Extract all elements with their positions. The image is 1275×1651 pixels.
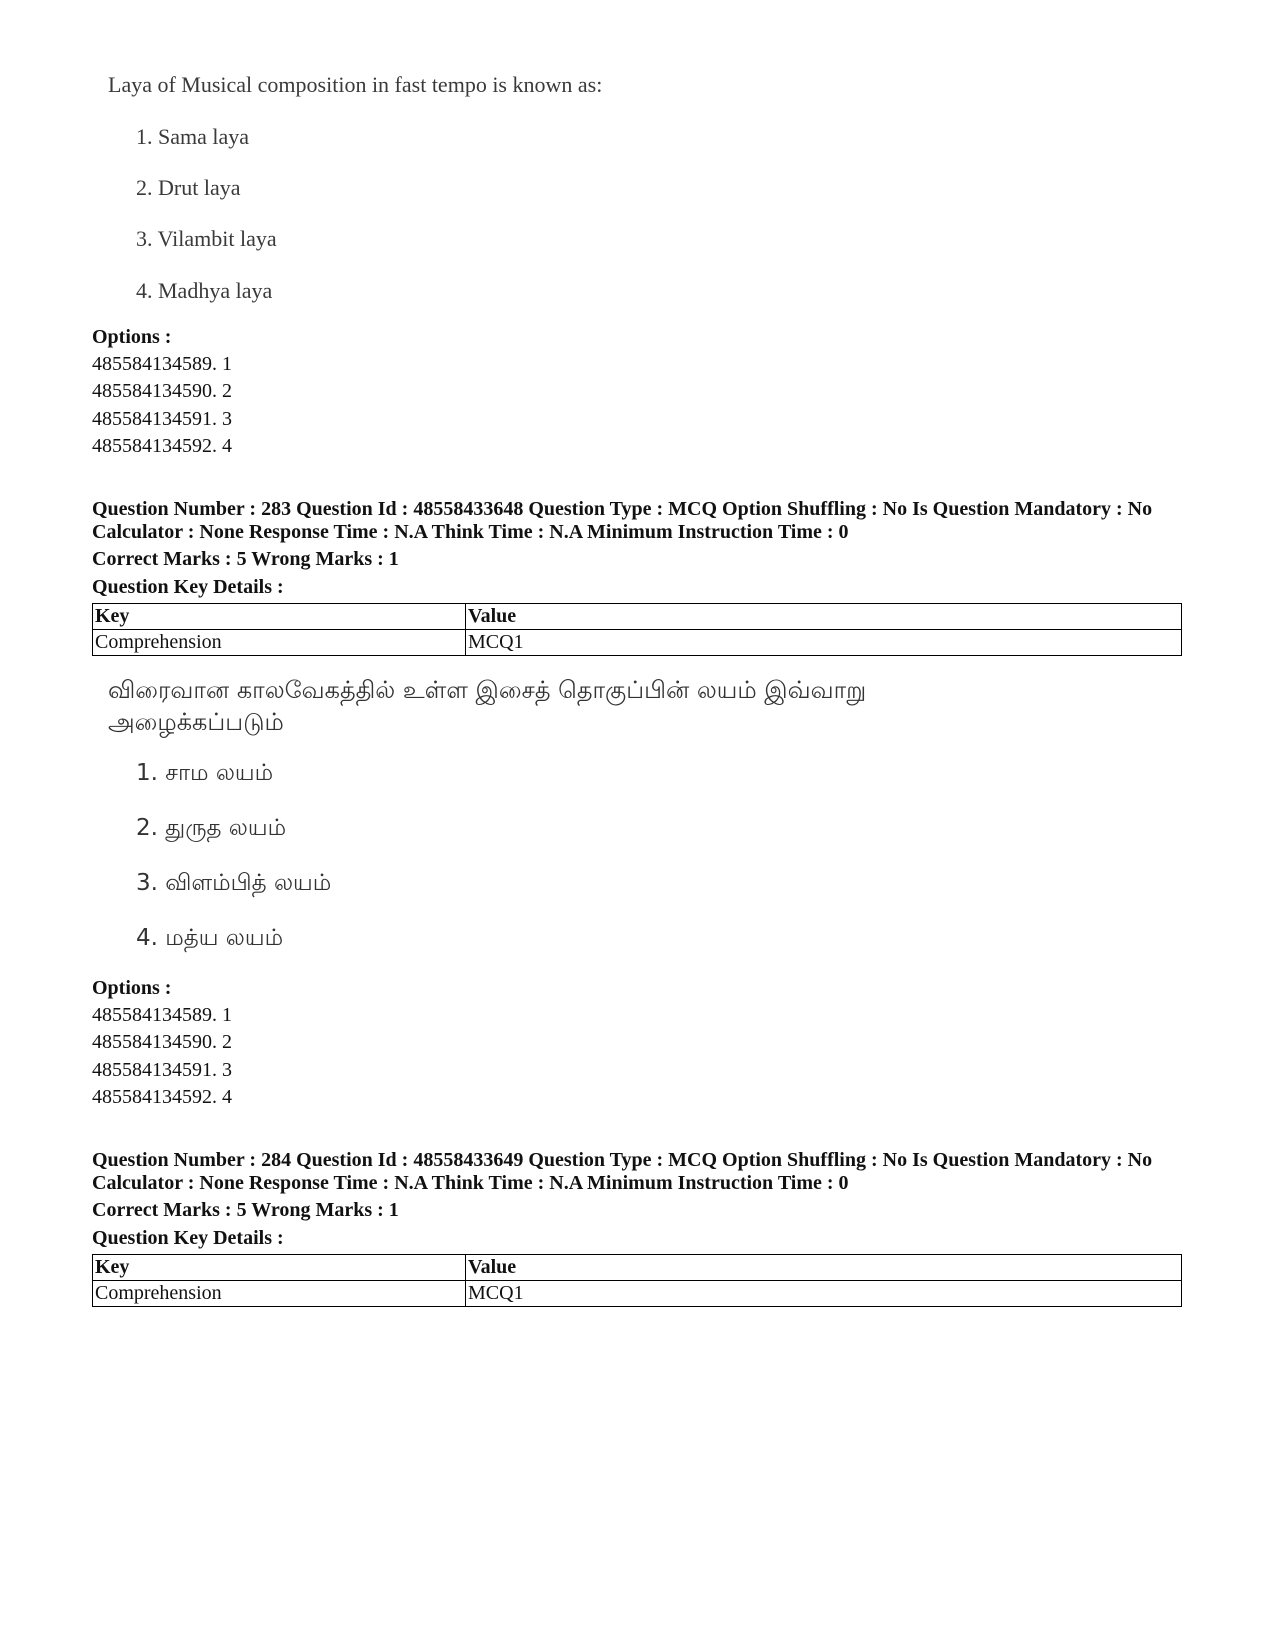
option-id-line: 485584134591. 3 bbox=[92, 408, 232, 430]
key-table bbox=[92, 603, 1182, 656]
question-choice: 3. விளம்பித் லயம் bbox=[136, 870, 332, 896]
question-choice: 1. சாம லயம் bbox=[136, 760, 274, 786]
question-meta: Question Number : 284 Question Id : 48558433649 Question Type : MCQ Option Shuffling : No Is Question Mandatory : No Calculator : None Response Time : N.A Think Time : N.A Minimum Instruction Time : 0 bbox=[92, 1149, 1153, 1194]
key-table-header-row bbox=[93, 604, 1182, 630]
question-stem: விரைவான காலவேகத்தில் உள்ள இசைத் தொகுப்பின் லயம் இவ்வாறு அழைக்கப்படும் bbox=[108, 676, 867, 736]
key-table bbox=[92, 1254, 1182, 1307]
value-cell: MCQ1 bbox=[466, 630, 1182, 656]
key-header: Key bbox=[93, 604, 466, 630]
question-choice: 4. மத்ய லயம் bbox=[136, 925, 284, 951]
question-choice: 4. Madhya laya bbox=[136, 278, 273, 303]
question-marks: Correct Marks : 5 Wrong Marks : 1 bbox=[92, 548, 399, 570]
key-details-label: Question Key Details : bbox=[92, 576, 284, 598]
option-id-line: 485584134589. 1 bbox=[92, 1004, 232, 1026]
value-header: Value bbox=[466, 604, 1182, 630]
option-id-line: 485584134591. 3 bbox=[92, 1059, 232, 1081]
value-header: Value bbox=[466, 1255, 1182, 1281]
question-meta: Question Number : 283 Question Id : 48558433648 Question Type : MCQ Option Shuffling : No Is Question Mandatory : No Calculator : None Response Time : N.A Think Time : N.A Minimum Instruction Time : 0 bbox=[92, 498, 1153, 543]
question-choice: 3. Vilambit laya bbox=[136, 226, 277, 251]
key-table-row bbox=[93, 630, 1182, 656]
question-choice: 1. Sama laya bbox=[136, 124, 250, 149]
option-id-line: 485584134590. 2 bbox=[92, 380, 232, 402]
key-table-row bbox=[93, 1281, 1182, 1307]
question-marks: Correct Marks : 5 Wrong Marks : 1 bbox=[92, 1199, 399, 1221]
key-cell: Comprehension bbox=[93, 630, 466, 656]
question-stem: Laya of Musical composition in fast tempo is known as: bbox=[108, 72, 603, 97]
option-id-line: 485584134592. 4 bbox=[92, 435, 232, 457]
key-header: Key bbox=[93, 1255, 466, 1281]
question-image-english bbox=[108, 72, 603, 303]
key-table-header-row bbox=[93, 1255, 1182, 1281]
option-id-line: 485584134592. 4 bbox=[92, 1086, 232, 1108]
key-details-label: Question Key Details : bbox=[92, 1227, 284, 1249]
options-label: Options : bbox=[92, 977, 172, 999]
option-id-line: 485584134590. 2 bbox=[92, 1031, 232, 1053]
option-id-line: 485584134589. 1 bbox=[92, 353, 232, 375]
value-cell: MCQ1 bbox=[466, 1281, 1182, 1307]
question-choice: 2. துருத லயம் bbox=[136, 815, 287, 841]
question-choice: 2. Drut laya bbox=[136, 175, 241, 200]
key-cell: Comprehension bbox=[93, 1281, 466, 1307]
options-label: Options : bbox=[92, 326, 172, 348]
question-image-tamil bbox=[108, 674, 1008, 951]
